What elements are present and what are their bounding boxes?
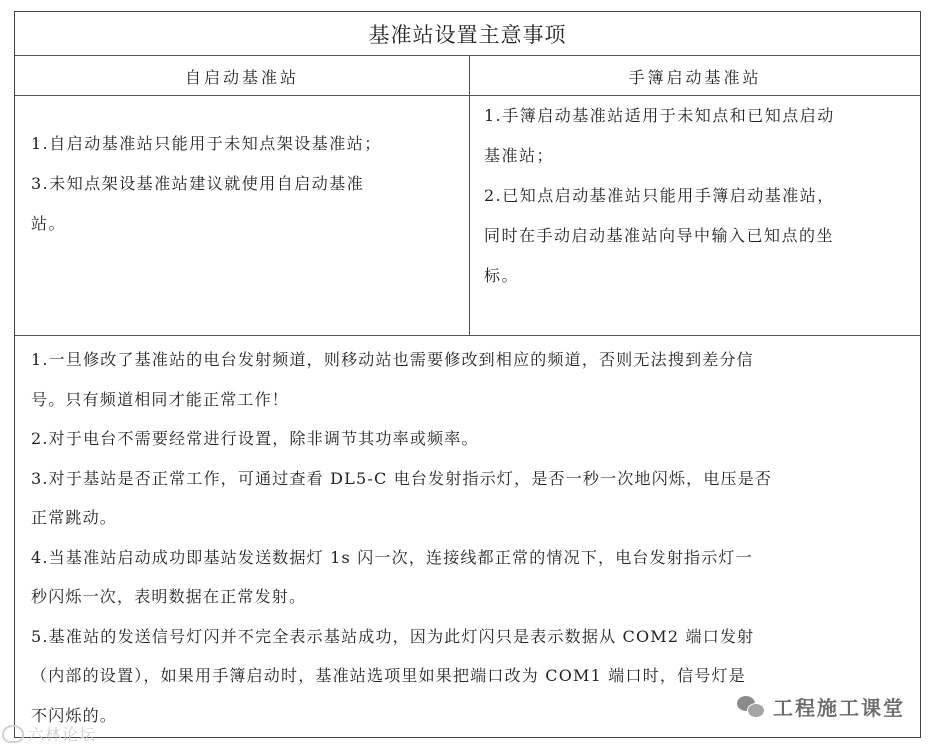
self-start-line: 3.未知点架设基准站建议就使用自启动基准 xyxy=(31,174,365,193)
note-line: 不闪烁的。 xyxy=(31,705,118,725)
note-line: 3.对于基站是否正常工作，可通过查看 DL5-C 电台发射指示灯，是否一秒一次地闪烁，电压是否 xyxy=(31,468,773,488)
handheld-line: 同时在手动启动基准站向导中输入已知点的坐 xyxy=(484,226,835,245)
comparison-row xyxy=(15,96,920,336)
note-line: 4.当基准站启动成功即基站发送数据灯 1s 闪一次，连接线都正常的情况下，电台发射指示灯一 xyxy=(31,547,753,567)
watermark-text: 工程施工课堂 xyxy=(773,696,905,720)
note-line: （内部的设置），如果用手簿启动时，基准站选项里如果把端口改为 COM1 端口时，信号灯是 xyxy=(31,666,746,685)
note-line: 5.基准站的发送信号灯闪并不完全表示基站成功，因为此灯闪只是表示数据从 COM2 端口发射 xyxy=(31,626,755,646)
handheld-line: 标。 xyxy=(484,266,520,285)
note-line: 正常跳动。 xyxy=(31,508,118,527)
table-title-row xyxy=(15,12,920,56)
general-notes-cell xyxy=(15,336,920,737)
self-start-cell xyxy=(15,96,470,336)
handheld-line: 2.已知点启动基准站只能用手簿启动基准站， xyxy=(484,186,835,205)
header-handheld-start: 手簿启动基准站 xyxy=(628,67,762,87)
handheld-line: 基准站； xyxy=(484,146,555,165)
handheld-start-cell xyxy=(470,96,920,336)
handheld-line: 1.手簿启动基准站适用于未知点和已知点启动 xyxy=(484,106,835,125)
table-title: 基准站设置主意事项 xyxy=(368,22,567,47)
table-header-row xyxy=(15,56,920,96)
wechat-watermark xyxy=(737,692,905,721)
wechat-icon xyxy=(737,696,765,718)
note-line: 秒闪烁一次，表明数据在正常发射。 xyxy=(31,587,307,606)
note-line: 1.一旦修改了基准站的电台发射频道，则移动站也需要修改到相应的频道，否则无法搜到差分信 xyxy=(31,350,754,369)
note-line: 2.对于电台不需要经常进行设置，除非调节其功率或频率。 xyxy=(31,429,479,448)
self-start-line: 站。 xyxy=(31,214,67,233)
self-start-line: 1.自启动基准站只能用于未知点架设基准站； xyxy=(31,134,382,153)
forum-watermark-text: 六林论坛 xyxy=(28,725,97,744)
note-line: 号。只有频道相同才能正常工作！ xyxy=(31,389,290,409)
notes-table xyxy=(14,11,921,738)
header-self-start: 自启动基准站 xyxy=(15,56,470,96)
forum-watermark xyxy=(2,722,96,745)
forum-logo-icon xyxy=(2,725,24,743)
